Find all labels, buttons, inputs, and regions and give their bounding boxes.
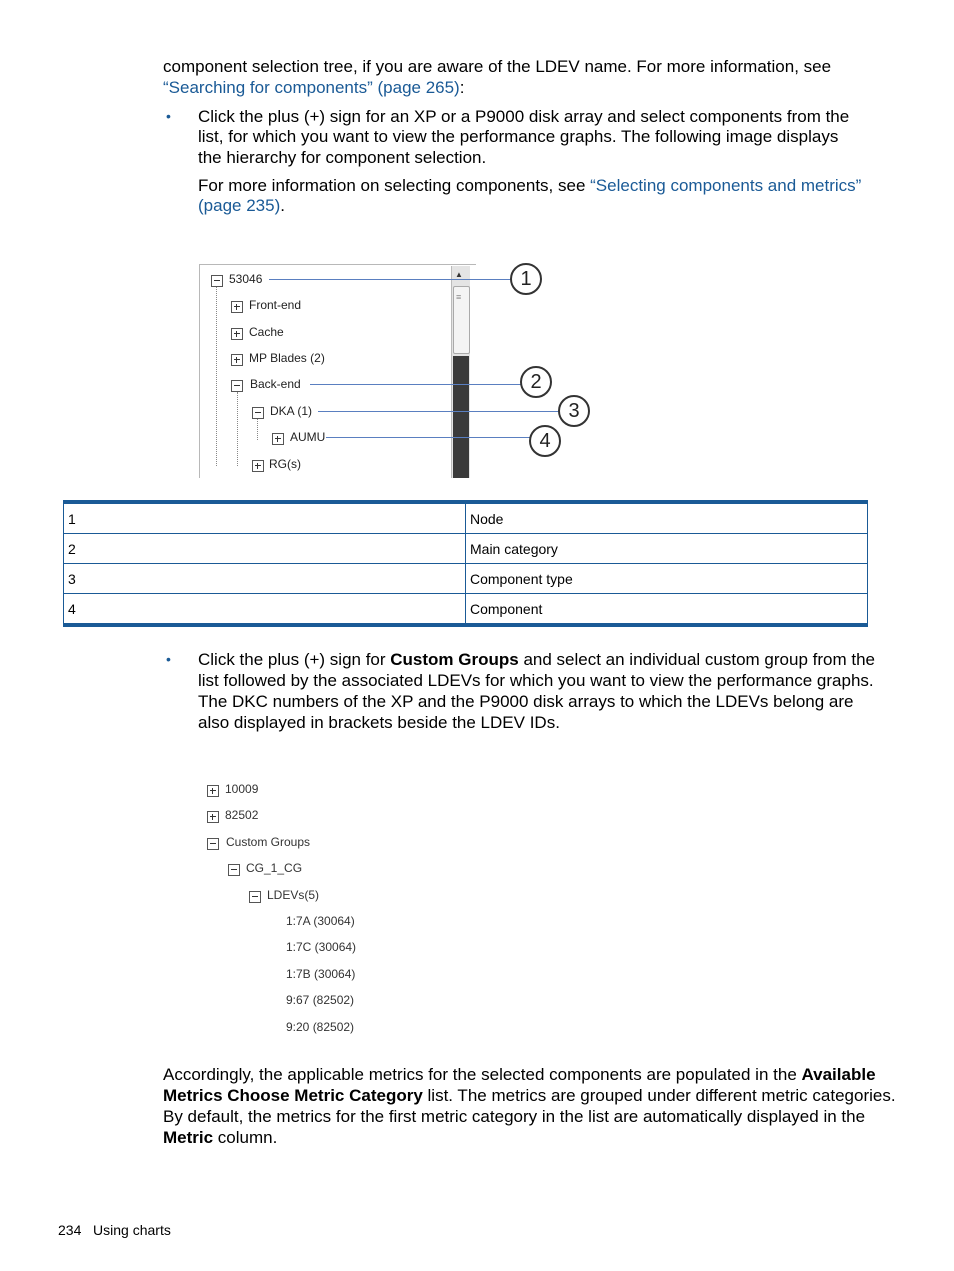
table-cell-number: 4	[64, 594, 466, 624]
expand-icon[interactable]	[207, 811, 219, 823]
bullet-dot: •	[166, 651, 171, 667]
expand-icon[interactable]	[207, 785, 219, 797]
custom-groups-term: Custom Groups	[390, 650, 519, 669]
table-cell-description: Node	[466, 504, 868, 534]
bullet2-line3: The DKC numbers of the XP and the P9000 disk arrays to which the LDEVs belong are	[198, 692, 854, 711]
selecting-components-page-link[interactable]: (page 235)	[198, 196, 281, 215]
table-row	[64, 534, 868, 564]
scroll-up-icon[interactable]: ▲	[455, 270, 463, 279]
bullet-dot: •	[166, 108, 171, 124]
tree-connector	[237, 392, 238, 466]
closing-l4-post: column.	[213, 1128, 278, 1147]
table-cell-number: 3	[64, 564, 466, 594]
closing-l2-post: list. The metrics are grouped under different metric categories.	[422, 1086, 896, 1105]
tree-node-dka[interactable]: DKA (1)	[270, 404, 313, 418]
intro-line: component selection tree, if you are aware of the LDEV name. For more information, see	[163, 57, 832, 76]
collapse-icon[interactable]	[211, 275, 223, 287]
bullet2-pre: Click the plus (+) sign for	[198, 650, 391, 669]
intro-colon: :	[459, 78, 465, 97]
bullet2-line4: also displayed in brackets beside the LDEV IDs.	[198, 713, 560, 732]
callout-line-2	[310, 384, 521, 385]
callout-line-3	[318, 411, 559, 412]
expand-icon[interactable]	[231, 328, 243, 340]
bullet2-line1	[198, 649, 875, 670]
tree-connector	[257, 418, 258, 440]
collapse-icon[interactable]	[252, 407, 264, 419]
tree-node-rgs[interactable]: RG(s)	[269, 457, 301, 471]
legend-table	[63, 500, 868, 627]
collapse-icon[interactable]	[228, 864, 240, 876]
table-cell-number: 1	[64, 504, 466, 534]
tree-panel	[199, 264, 476, 478]
callout-line-4	[326, 437, 530, 438]
tree-node-mp-blades[interactable]: MP Blades (2)	[249, 351, 325, 365]
table-row	[64, 504, 868, 534]
tree-leaf-ldev[interactable]: 1:7C (30064)	[286, 940, 357, 954]
tree-node-ldevs[interactable]: LDEVs(5)	[267, 888, 320, 902]
more-prefix: For more information on selecting components, see	[198, 176, 591, 195]
bullet1-line3: the hierarchy for component selection.	[198, 148, 487, 167]
table-row	[64, 594, 868, 624]
more-period: .	[280, 196, 285, 215]
metrics-category-term: Metrics Choose Metric Category	[163, 1086, 423, 1105]
tree-connector	[216, 286, 217, 466]
callout-line-1	[269, 279, 511, 280]
expand-icon[interactable]	[231, 301, 243, 313]
tree-node-10009[interactable]: 10009	[225, 782, 259, 796]
selecting-components-link[interactable]: “Selecting components and metrics”	[590, 176, 862, 195]
section-name: Using charts	[93, 1222, 171, 1238]
callout-circle-2: 2	[520, 366, 552, 398]
tree-node-custom-groups[interactable]: Custom Groups	[226, 835, 311, 849]
tree-node-cg-1-cg[interactable]: CG_1_CG	[246, 861, 303, 875]
page-footer	[58, 1222, 171, 1238]
component-tree-image	[199, 262, 479, 478]
callout-circle-4: 4	[529, 425, 561, 457]
collapse-icon[interactable]	[207, 838, 219, 850]
bullet2-post: and select an individual custom group from the	[518, 650, 875, 669]
bullet1-line2: list, for which you want to view the performance graphs. The following image displays	[198, 127, 839, 146]
tree-leaf-ldev[interactable]: 1:7A (30064)	[286, 914, 355, 928]
callout-circle-1: 1	[510, 263, 542, 295]
bullet1-more-line2	[198, 195, 285, 216]
intro-link-line	[163, 77, 464, 98]
closing-line3: By default, the metrics for the first metric category in the list are automatically displayed in the	[163, 1107, 866, 1126]
bullet2-line2: list followed by the associated LDEVs for which you want to view the performance graphs.	[198, 671, 874, 690]
tree-leaf-ldev[interactable]: 1:7B (30064)	[286, 967, 356, 981]
expand-icon[interactable]	[231, 354, 243, 366]
metric-term: Metric	[163, 1128, 214, 1147]
tree-node-back-end[interactable]: Back-end	[250, 377, 301, 391]
table-cell-description: Main category	[466, 534, 868, 564]
tree-leaf-ldev[interactable]: 9:67 (82502)	[286, 993, 355, 1007]
tree-node-82502[interactable]: 82502	[225, 808, 259, 822]
expand-icon[interactable]	[252, 460, 264, 472]
closing-l1-pre: Accordingly, the applicable metrics for the selected components are populated in the	[163, 1065, 802, 1084]
page-number: 234	[58, 1222, 82, 1238]
searching-components-link[interactable]: “Searching for components” (page 265)	[163, 78, 460, 97]
tree-scrollbar[interactable]	[451, 266, 470, 478]
collapse-icon[interactable]	[249, 891, 261, 903]
closing-line2	[163, 1085, 896, 1106]
bullet1-line1: Click the plus (+) sign for an XP or a P9000 disk array and select components from the	[198, 107, 850, 126]
closing-line1	[163, 1064, 876, 1085]
closing-line4	[163, 1127, 277, 1148]
table-row	[64, 564, 868, 594]
tree-node-root[interactable]: 53046	[229, 272, 263, 286]
tree-node-cache[interactable]: Cache	[249, 325, 284, 339]
table-cell-number: 2	[64, 534, 466, 564]
callout-circle-3: 3	[558, 395, 590, 427]
collapse-icon[interactable]	[231, 380, 243, 392]
tree-node-aumu[interactable]: AUMU	[290, 430, 326, 444]
table-cell-description: Component	[466, 594, 868, 624]
expand-icon[interactable]	[272, 433, 284, 445]
scroll-track	[453, 356, 469, 478]
table-cell-description: Component type	[466, 564, 868, 594]
bullet1-more-line1	[198, 175, 861, 196]
tree-leaf-ldev[interactable]: 9:20 (82502)	[286, 1020, 355, 1034]
tree-node-front-end[interactable]: Front-end	[249, 298, 302, 312]
grip-icon: ≡	[456, 292, 462, 302]
available-term: Available	[801, 1065, 876, 1084]
